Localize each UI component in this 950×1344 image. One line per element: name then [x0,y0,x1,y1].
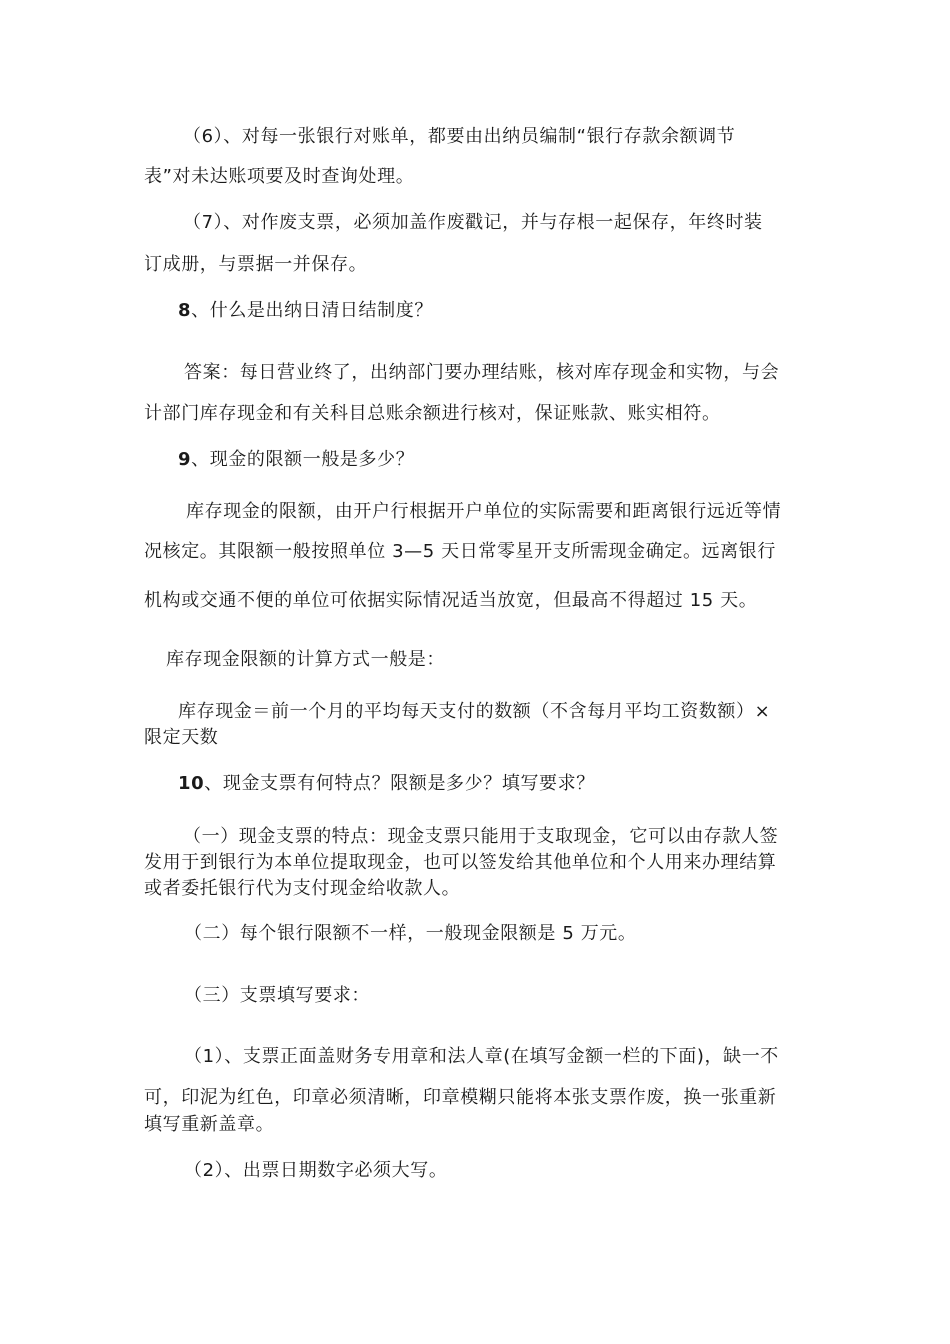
req-1-line-2: 可，印泥为红色，印章必须清晰，印章模糊只能将本张支票作废，换一张重新 [144,1087,777,1108]
item-6-line-2: 表”对未达账项要及时查询处理。 [144,166,415,187]
answer-10-2: （二）每个银行限额不一样，一般现金限额是 5 万元。 [184,923,637,944]
answer-8-line-2: 计部门库存现金和有关科目总账余额进行核对，保证账款、账实相符。 [144,403,721,424]
question-9 [178,447,414,473]
calc-formula-line-2: 限定天数 [144,727,219,748]
question-8-number: 8 [178,300,192,321]
req-1-line-1: （1）、支票正面盖财务专用章和法人章(在填写金额一栏的下面)，缺一不 [184,1046,779,1067]
calc-formula-line-1: 库存现金＝前一个月的平均每天支付的数额（不含每月平均工资数额）× [178,701,771,722]
answer-10-3: （三）支票填写要求： [184,985,370,1006]
question-10-text: 、现金支票有何特点？限额是多少？填写要求？ [204,773,595,794]
item-7-line-1: （7）、对作废支票，必须加盖作废戳记，并与存根一起保存，年终时装 [183,212,763,233]
question-10-number: 10 [178,773,205,794]
req-2: （2）、出票日期数字必须大写。 [184,1160,448,1181]
req-1-line-3: 填写重新盖章。 [144,1114,275,1135]
answer-9-line-1: 库存现金的限额，由开户行根据开户单位的实际需要和距离银行远近等情 [186,501,782,522]
answer-10-1-line-3: 或者委托银行代为支付现金给收款人。 [144,878,461,899]
question-9-number: 9 [178,449,192,470]
answer-8-line-1: 答案：每日营业终了，出纳部门要办理结账，核对库存现金和实物，与会 [184,362,780,383]
answer-9-line-3: 机构或交通不便的单位可依据实际情况适当放宽，但最高不得超过 15 天。 [144,590,758,611]
question-10 [178,771,595,797]
item-7-line-2: 订成册，与票据一并保存。 [144,254,368,275]
answer-10-1-line-1: （一）现金支票的特点：现金支票只能用于支取现金，它可以由存款人签 [183,826,779,847]
item-6-line-1: （6）、对每一张银行对账单，都要由出纳员编制“银行存款余额调节 [183,126,736,147]
calc-method-heading: 库存现金限额的计算方式一般是： [166,649,445,670]
question-9-text: 、现金的限额一般是多少？ [191,449,415,470]
question-8-text: 、什么是出纳日清日结制度？ [191,300,433,321]
answer-10-1-line-2: 发用于到银行为本单位提取现金，也可以签发给其他单位和个人用来办理结算 [144,852,777,873]
answer-9-line-2: 况核定。其限额一般按照单位 3—5 天日常零星开支所需现金确定。远离银行 [144,541,776,562]
question-8 [178,298,433,324]
